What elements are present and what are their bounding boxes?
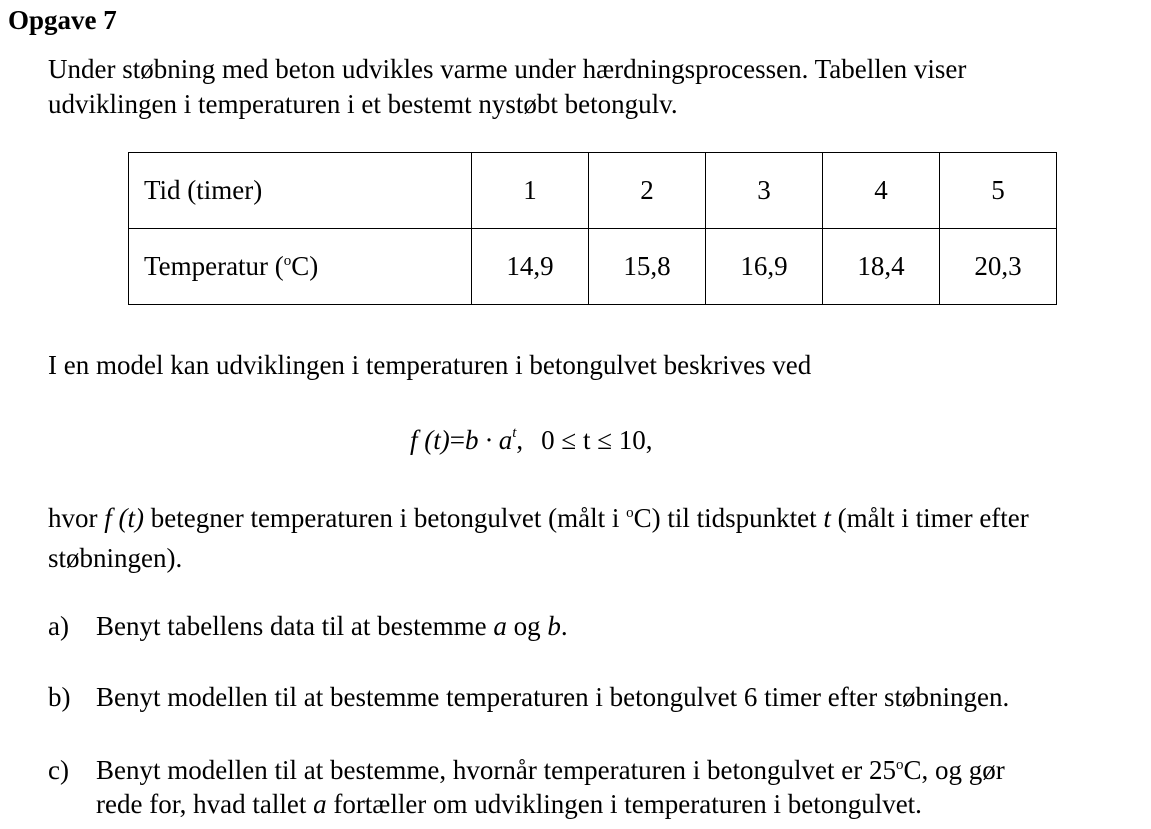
model-formula [410, 420, 653, 460]
time-cell: 3 [706, 153, 823, 229]
temperature-cell: 18,4 [823, 229, 940, 305]
intro-line-2: udviklingen i temperaturen i et bestemt nystøbt betongulv. [48, 89, 678, 119]
temperature-cell: 16,9 [706, 229, 823, 305]
exercise-title: Opgave 7 [8, 5, 117, 35]
question-b-text: Benyt modellen til at bestemme temperaturen i betongulvet 6 timer efter støbningen. [96, 682, 1010, 712]
table-row-temperature [129, 229, 1057, 305]
question-a: a) Benyt tabellens data til at bestemme a og b. [48, 611, 568, 641]
question-b [48, 680, 1009, 714]
time-cell: 1 [472, 153, 589, 229]
time-cell: 2 [589, 153, 706, 229]
question-label-a: a) [48, 611, 69, 641]
formula-equals: = [449, 425, 465, 455]
formula-separator: , [516, 425, 524, 455]
formula-domain: 0 ≤ t ≤ 10, [541, 425, 653, 455]
temperature-table [128, 152, 1057, 305]
temperature-cell: 14,9 [472, 229, 589, 305]
question-c-line-2: rede for, hvad tallet a fortæller om udviklingen i temperaturen i betongulvet. [96, 789, 922, 819]
intro-line-1: Under støbning med beton udvikles varme under hærdningsprocessen. Tabellen viser [48, 54, 967, 84]
function-symbol: f (t) [104, 503, 144, 533]
question-label-b: b) [48, 682, 71, 712]
formula-rhs: b · a [464, 425, 513, 455]
question-c: c) Benyt modellen til at bestemme, hvornår temperaturen i betongulvet er 25$^o$C, og gør rede for, hvad tallet a fortæller om udviklingen i temperaturen i betongulvet. [48, 755, 1005, 819]
variable-explanation-continued: støbningen). [48, 543, 183, 573]
model-description: I en model kan udviklingen i temperaturen i betongulvet beskrives ved [48, 350, 812, 380]
formula-lhs: f (t) [410, 425, 450, 455]
table-row-time [129, 153, 1057, 229]
formula-exponent: t [512, 425, 517, 441]
time-cell: 4 [823, 153, 940, 229]
temperature-cell: 15,8 [589, 229, 706, 305]
variable-explanation: hvor f (t) betegner temperaturen i betongulvet (målt i $^o$C) til tidspunktet t (målt i timer efter [48, 503, 1029, 533]
temperature-cell: 20,3 [940, 229, 1057, 305]
row-header-time: Tid (timer) [129, 153, 472, 229]
time-cell: 5 [940, 153, 1057, 229]
time-symbol: t [823, 503, 831, 533]
row-header-temperature: Temperatur ($^o$C) [129, 229, 472, 305]
intro-text [48, 52, 1128, 122]
question-label-c: c) [48, 755, 69, 785]
